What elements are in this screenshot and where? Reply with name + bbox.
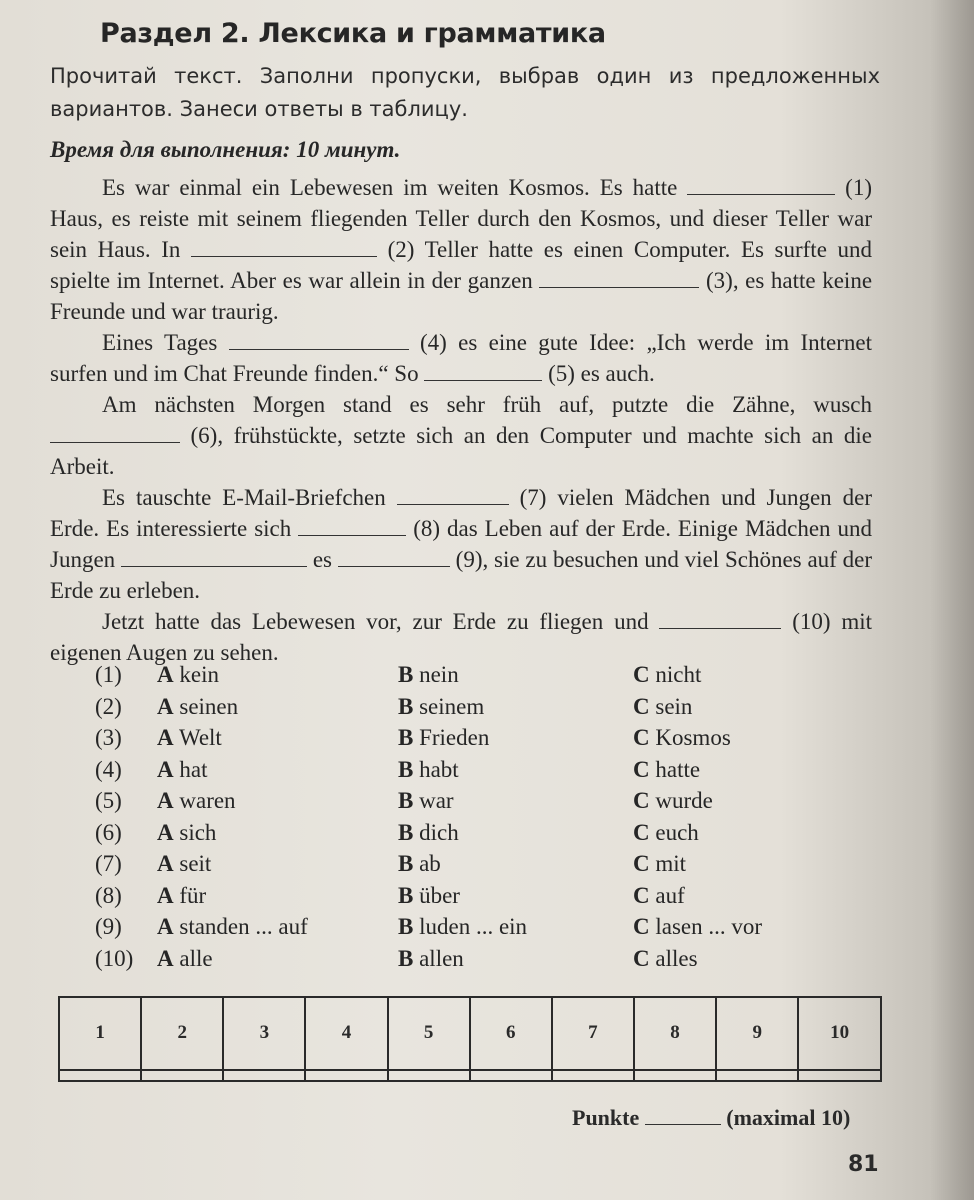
option-b: B nein — [398, 662, 459, 687]
option-c: C auf — [633, 882, 685, 908]
answer-col-header: 10 — [798, 997, 881, 1070]
answer-col-header: 3 — [223, 997, 305, 1070]
option-b: B über — [398, 882, 460, 908]
option-a: A für — [157, 882, 207, 908]
option-c: C mit — [633, 851, 687, 876]
task-instruction: Прочитай текст. Заполни пропуски, выбрав один из предложенных вариантов. Занеси ответы в таблицу. — [50, 64, 880, 121]
option-a: A Welt — [157, 725, 222, 750]
option-row — [95, 725, 855, 757]
answer-cell[interactable] — [223, 1070, 305, 1081]
option-b: B war — [398, 788, 454, 813]
option-number: (3) — [95, 725, 122, 750]
option-number: (2) — [95, 693, 122, 719]
answer-col-header: 7 — [552, 997, 634, 1070]
option-number: (8) — [95, 882, 122, 908]
answer-col-header: 9 — [716, 997, 798, 1070]
gap-4 — [229, 331, 409, 350]
option-number: (4) — [95, 756, 122, 782]
score-label: Punkte — [572, 1105, 640, 1130]
page-edge-shadow — [930, 0, 974, 1200]
option-c: C sein — [633, 693, 693, 719]
answer-col-header: 5 — [388, 997, 470, 1070]
option-b: B allen — [398, 945, 464, 971]
option-a: A standen ... auf — [157, 914, 308, 939]
answer-cell[interactable] — [141, 1070, 223, 1081]
option-c: C lasen ... vor — [633, 914, 763, 939]
cloze-text — [50, 172, 872, 668]
option-number: (10) — [95, 945, 134, 971]
option-a: A waren — [157, 788, 236, 813]
gap-9b — [338, 548, 450, 567]
score-line — [572, 1105, 850, 1131]
option-c: C nicht — [633, 662, 702, 687]
answer-cell[interactable] — [634, 1070, 716, 1081]
answer-cell[interactable] — [716, 1070, 798, 1081]
option-a: A sich — [157, 819, 217, 845]
gap-1 — [687, 176, 835, 195]
answer-col-header: 8 — [634, 997, 716, 1070]
gap-2 — [191, 238, 377, 257]
paragraph-1: Es war einmal ein Lebewesen im weiten Kosmos. Es hatte (1) Haus, es reiste mit seinem fliegenden Teller durch den Kosmos, und dieser Teller war sein Haus. In (2) Teller hatte es einen Computer. Es surfte und spielte im Internet. Aber es war allein in der ganzen (3), es hatte keine Freunde und war traurig. — [50, 175, 873, 324]
option-a: A seit — [157, 851, 212, 876]
option-row — [95, 788, 855, 820]
gap-8 — [298, 517, 406, 536]
answer-cell[interactable] — [388, 1070, 470, 1081]
option-a: A hat — [157, 756, 208, 782]
option-row — [95, 851, 855, 883]
option-a: A alle — [157, 945, 213, 971]
time-limit: Время для выполнения: 10 минут. — [50, 137, 401, 162]
gap-9a — [121, 548, 307, 567]
gap-3 — [539, 269, 699, 288]
answer-options — [95, 662, 855, 977]
score-blank — [645, 1106, 721, 1125]
paragraph-3: Am nächsten Morgen stand es sehr früh auf, putzte die Zähne, wusch (6), frühstückte, setzte sich an den Computer und machte sich an die Arbeit. — [50, 392, 873, 479]
option-a: A kein — [157, 662, 219, 687]
option-row — [95, 662, 855, 694]
option-row — [95, 946, 855, 978]
option-b: B dich — [398, 819, 459, 845]
page-number: 81 — [848, 1152, 879, 1177]
option-row — [95, 694, 855, 726]
option-c: C alles — [633, 945, 698, 971]
gap-10 — [659, 610, 781, 629]
answer-cell[interactable] — [59, 1070, 141, 1081]
gap-5 — [424, 362, 542, 381]
option-a: A seinen — [157, 693, 239, 719]
option-b: B Frieden — [398, 725, 490, 750]
option-b: B luden ... ein — [398, 914, 528, 939]
answer-col-header: 2 — [141, 997, 223, 1070]
answer-cell[interactable] — [798, 1070, 881, 1081]
answer-col-header: 6 — [470, 997, 552, 1070]
option-row — [95, 757, 855, 789]
answer-table — [58, 996, 882, 1082]
paragraph-4: Es tauschte E-Mail-Briefchen (7) vielen Mädchen und Jungen der Erde. Es interessierte sich (8) das Leben auf der Erde. Einige Mädchen und Jungen es (9), sie zu besuchen und viel Schönes auf der Erde zu erleben. — [50, 485, 873, 603]
option-number: (9) — [95, 914, 122, 939]
paragraph-5: Jetzt hatte das Lebewesen vor, zur Erde zu fliegen und (10) mit eigenen Augen zu sehen. — [50, 609, 873, 665]
option-c: C Kosmos — [633, 725, 731, 750]
gap-7 — [397, 486, 509, 505]
option-row — [95, 914, 855, 946]
option-number: (7) — [95, 851, 122, 876]
answer-col-header: 1 — [59, 997, 141, 1070]
option-c: C wurde — [633, 788, 713, 813]
option-c: C euch — [633, 819, 699, 845]
score-max: (maximal 10) — [726, 1105, 851, 1130]
option-number: (1) — [95, 662, 122, 687]
paragraph-2: Eines Tages (4) es eine gute Idee: „Ich werde im Internet surfen und im Chat Freunde finden.“ So (5) es auch. — [50, 330, 872, 386]
answer-cell[interactable] — [305, 1070, 387, 1081]
answer-col-header: 4 — [305, 997, 387, 1070]
section-title: Раздел 2. Лексика и грамматика — [100, 18, 606, 49]
answer-table-header-row — [59, 997, 881, 1070]
option-b: B habt — [398, 756, 459, 782]
answer-table-answer-row — [59, 1070, 881, 1081]
option-number: (5) — [95, 788, 122, 813]
option-b: B ab — [398, 851, 441, 876]
option-number: (6) — [95, 819, 122, 845]
answer-cell[interactable] — [470, 1070, 552, 1081]
option-b: B seinem — [398, 693, 485, 719]
option-c: C hatte — [633, 756, 701, 782]
gap-6 — [50, 424, 180, 443]
answer-cell[interactable] — [552, 1070, 634, 1081]
option-row — [95, 883, 855, 915]
option-row — [95, 820, 855, 852]
